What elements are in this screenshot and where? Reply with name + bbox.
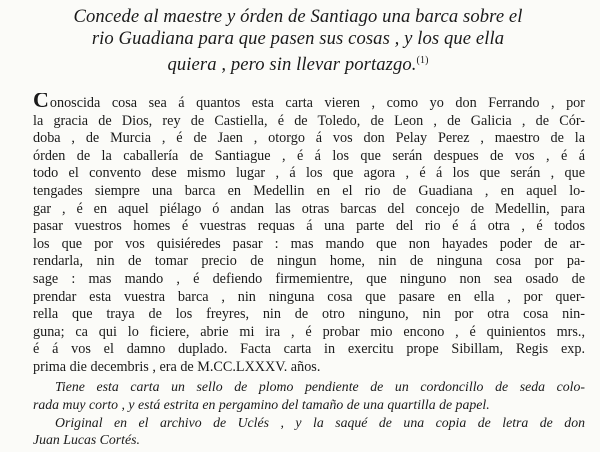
editorial-notes (33, 378, 585, 449)
drop-cap: C (33, 93, 49, 112)
body-line: gar , é en aquel piélago ó andan las otras barcas del concejo de Medellin, para (33, 200, 585, 217)
heading-line-3-text: quiera , pero sin llevar portazgo. (167, 54, 417, 75)
body-line: sage : mas mando , é defiendo firmemientre, que ninguno non sea osado de (33, 270, 585, 287)
note-line: rada muy corto , y está estrita en pergamino del tamaño de una quartilla de papel. (33, 396, 490, 412)
heading-line-1: Concede al maestre y órden de Santiago una barca sobre el (73, 6, 523, 27)
body-line: Conoscida cosa sea á quantos esta carta vieren , como yo don Ferrando , por (33, 93, 585, 113)
body-line: los que por vos quisiéredes pasar : mas mando que non hayades poder de ar- (33, 235, 585, 252)
note-line: Original en el archivo de Uclés , y la saqué de una copia de letra de don (55, 414, 585, 430)
body-line: guna; ca qui lo ficiere, abrie mi ira , é probar mio encono , é quinientos mrs., (33, 323, 585, 340)
heading-line-2: rio Guadiana para que pasen sus cosas , y los que ella (91, 28, 505, 49)
body-line: prima die decembris , era de M.CC.LXXXV. años. (33, 358, 321, 375)
body-line: la gracia de Dios, rey de Castiella, é de Toledo, de Leon , de Galicia , de Cór- (33, 112, 585, 129)
heading-line-3 (20, 50, 576, 76)
body-line: prendar esta vuestra barca , nin ninguna cosa que pasare en ella , por quer- (33, 288, 585, 305)
body-line: todo el convento dese mismo lugar , á los que agora , é á los que serán , que (33, 165, 585, 182)
body-line: órden de la caballería de Santiague , é á los que serán despues de vos , é á (33, 147, 585, 164)
body-line: pasar vuestros homes é vuestras requas á una parte del rio é á otra , é todos (33, 218, 585, 235)
note-line: Juan Lucas Cortés. (33, 432, 140, 448)
body-line: doba , de Murcia , é de Jaen , otorgo á vos don Pelay Perez , maestro de la (33, 130, 585, 147)
body-line: rella que traya de los freyres, nin de otro ninguno, nin por otra cosa nin- (33, 306, 585, 323)
body-line: rendarla, nin de tomar precio de ningun home, nin de ninguna cosa por pa- (33, 253, 585, 270)
note-line: Tiene esta carta un sello de plomo pendiente de un cordoncillo de seda colo- (55, 379, 585, 394)
footnote-mark: (1) (416, 55, 429, 66)
body-line: é á vos el damno duplado. Facta carta in exercitu prope Sibillam, Regis exp. (33, 341, 585, 358)
charter-text (33, 93, 585, 377)
document-heading (20, 6, 576, 76)
body-line: tengades siempre una barca en Medellin en el rio de Guadiana , en aquel lo- (33, 182, 585, 199)
